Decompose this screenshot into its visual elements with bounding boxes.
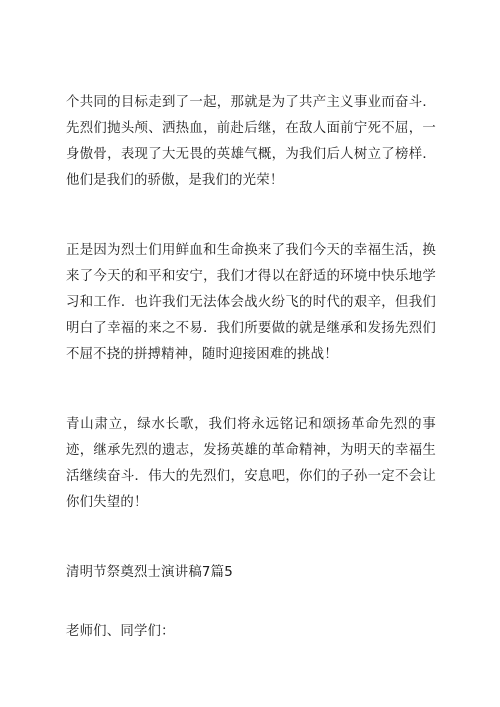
paragraph-2: 正是因为烈士们用鲜血和生命换来了我们今天的幸福生活，换来了今天的和平和安宁，我们才得以在舒适的环境中快乐地学习和工作．也许我们无法体会战火纷飞的时代的艰辛，但我们明白了幸福的来之不易．我们所要做的就是继承和发扬先烈们不屈不挠的拼搏精神，随时迎接困难的挑战！ (66, 243, 436, 362)
paragraph-3: 青山肃立，绿水长歌，我们将永远铭记和颂扬革命先烈的事迹，继承先烈的遗志，发扬英雄的革命精神，为明天的幸福生活继续奋斗．伟大的先烈们，安息吧，你们的子孙一定不会让你们失望的！ (66, 417, 436, 510)
salutation: 老师们、同学们： (66, 624, 175, 639)
paragraph-1: 个共同的目标走到了一起，那就是为了共产主义事业而奋斗．先烈们抛头颅、洒热血，前赴后继，在敌人面前宁死不屈，一身傲骨，表现了大无畏的英雄气概，为我们后人树立了榜样．他们是我们的骄傲，是我们的光荣！ (66, 95, 436, 188)
section-heading: 清明节祭奠烈士演讲稿7篇5 (66, 565, 233, 580)
document-body (66, 90, 436, 645)
